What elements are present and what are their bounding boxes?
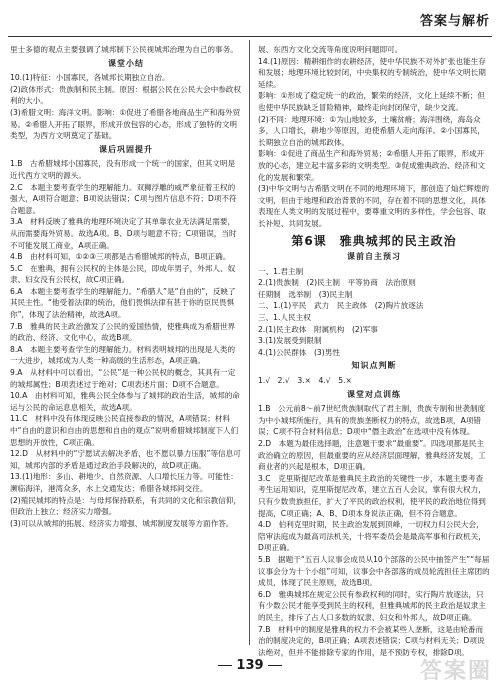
answer-item: 2.C 本题主要考查学生的理解能力。双狮浮雕的威严象征着王权的强大，A项符合题意；B项说法错误；C项与图片信息不符；D项不符合题意。	[10, 182, 237, 215]
answer-item: 展、东西方文化交流等角度说明问题即可。	[258, 45, 403, 54]
answer-item: 影响：①促进了商品生产和海外贸易；②希腊人开拓了眼界，形成开放的心态，建立起丰富多彩的文明类型。③促成雅典政治、经济和文化的发展和繁荣。	[258, 149, 486, 182]
preview-item: 3.(1)发展受到限制	[258, 336, 322, 346]
lesson-title: 第6课 雅典城邦的民主政治	[291, 233, 457, 248]
answer-item: 11.C 材料中没有体现反映公民直接参政的情况，A项错误；材料中“自由的意识和自由的思想和自由的观点”说明希腊城邦制度下人们思想的开放性，C项正确。	[10, 414, 239, 447]
preview-item: 三、1.人民主权	[258, 313, 311, 323]
watermark: 答案圈	[419, 659, 492, 684]
dash-left	[218, 665, 232, 666]
answer-item: 4.B 由材料可知，①②③三项都是古希腊城邦的特点，B项正确。	[10, 252, 231, 262]
column-divider	[249, 40, 250, 645]
section-title-class-training: 课堂对点训练	[347, 389, 401, 399]
section-title-preview: 课前自主预习	[347, 252, 401, 262]
answer-item: (2)殖民城邦的特点是：与母邦保持联系，有共同的文化和宗教信仰，但政治上独立；经济实力增强。	[10, 495, 241, 517]
dash-right	[268, 665, 282, 666]
answer-item: 12.D 从材料中的“宁愿试去解决矛盾，也不愿以暴力压服”等信息可知，城邦内部的矛盾是通过政治手段解决的，故D项正确。	[10, 449, 241, 470]
summary-item: (2)政体形式：贵族制和民主制。原因：根据公民在公民大会中参政权利的大小。	[10, 84, 241, 106]
preview-item: 2.(1)贵族制 (2)民主制 平等协商 法治原则	[258, 278, 416, 288]
left-top-line: 里士多德的观点主要强调了城邦制下公民视城邦治理为自己的事务。	[10, 45, 238, 54]
preview-item: 二、1.(1)平民 武力 民主政体 (2)陶片放逐法	[258, 301, 424, 311]
preview-item: 任期制 选举制 (3)民主制	[258, 289, 353, 299]
section-title-consolidation: 课后巩固提升	[99, 144, 153, 154]
answer-item: 1.B 古希腊城邦小国寡民，没有形成一个统一的国家，但其文明是近代西方文明的源头。	[10, 159, 236, 180]
summary-item: 10.(1)特征：小国寡民，各城邦长期独立自治。	[10, 73, 170, 83]
answer-item: (3)可以从城邦的拓展、经济实力增强、城邦制度发展等方面作答。	[10, 518, 234, 528]
preview-item: 2.(1)民主政体 附属机构 (2)军事	[258, 324, 378, 334]
summary-item: (3)希腊文明：海洋文明。影响：①促进了希腊各地商品生产和海外贸易。②希腊人开拓了眼界，形成开放包容的心态，形成了独特的文明类型，为西方文明奠定了基础。	[10, 107, 241, 141]
answer-item: 8.A 本题主要考查学生的理解能力。材料表明城邦的出现是人类的一大进步，城邦成为人类一种高级的生活形态，A项正确。	[10, 344, 236, 366]
answer-item: 9.A 从材料中可以看出，“公民”是一种公民权的概念，其具有一定的城邦属性；B项表述过于绝对；C项表述片面；D项不合题意。	[10, 368, 236, 389]
answer-item: 13.(1)地形：多山、耕地少、自然资源、人口增长压力等。可能性：濒临海洋，港湾众多，水上交通发达；希腊各城邦间交往。	[10, 472, 238, 493]
section-title-judgement: 知识点判断	[351, 361, 397, 371]
answer-item: 5.C 在雅典，拥有公民权的主体是公民，即成年男子，外邦人、奴隶、妇女没有公民权，故C项正确。	[10, 263, 236, 285]
right-column	[258, 44, 490, 657]
answer-item: 4.D 伯利克里时期，民主政治发展到顶峰，一切权力归公民大会，陪审法庭成为最高司法机关，十将军委员会是最高军事和行政机关，D项正确。	[258, 520, 486, 553]
answer-item: 3.A 材料反映了雅典的地理环境决定了其单靠农业无法满足需要，从而需要海外贸易。故选A项。B、D项与题意不符；C项错误，当时不可能发展工商业，A项正确。	[10, 217, 237, 250]
page-number-text: 139	[236, 658, 264, 673]
answer-item: 6.D 雅典城邦在规定公民有参政权利的同时，实行陶片放逐法，只有少数公民才能享受到民主的权利，但雅典城邦的民主政治是奴隶主的民主，排斥了占人口多数的奴隶、妇女和外邦人，故D项正确。	[258, 589, 486, 622]
page-header	[8, 0, 492, 37]
answer-item: 14.(1)原因：精耕细作的农耕经济，使中华民族不对外扩张也能生存和发展；地理环境比较封闭，中央集权的专制统治，使中华文明长期延续。	[258, 56, 486, 89]
answer-item: 3.C 克里斯提尼改革是雅典民主政治的关键性一步，本题主要考查考生运用知识，克里斯提尼改革，建立五百人会议，掌有很大权力，只有少数贵族担任，扩大了平民的政治权利，使平民的政治地位得到提高，C项正确；A、B、D项本身说法正确，但不符合题意。	[258, 473, 486, 518]
preview-item: 一、1.君主制	[258, 266, 304, 276]
answer-item: (2)不同：地理环境：①为山地较多，土壤贫瘠；海洋围绕，海岛众多，人口增长，耕地少等原因，迫使希腊人走向海洋。②小国寡民，长期独立自治的城邦政体。	[258, 114, 486, 147]
judgement-answers: 1.√ 2.√ 3.× 4.√ 5.×	[258, 376, 352, 386]
answer-item: (3)中华文明与古希腊文明在不同的地理环境下，都创造了灿烂辉煌的文明，但由于地理和政治背景的不同，存在着不同的思想文化，具体表现在人类文明的发展过程中，要尊重文明的多样性，学会包容、取长补短、共同发展。	[258, 184, 489, 228]
preview-item: 4.(1)公民群体 (3)男性	[258, 347, 340, 357]
answer-item: 影响：①形成了稳定统一的政治，繁荣的经济，文化上延续不断；但也使中华民族缺乏冒险精神，最终走向封闭保守，缺少交流。	[258, 91, 486, 112]
answer-item: 5.B 据题干“五百人议事会成员从10个部落的公民中抽签产生”“每届议事会分为十个小组”可知，议事会中各部落的成员轮流担任主席团的成员，体现了民主原则，故选B项。	[258, 554, 490, 588]
answer-item: 7.B 雅典的民主政治激发了公民的爱国热情，使雅典成为希腊世界的政治、经济、文化中心，故选B项。	[10, 321, 236, 343]
left-column	[10, 44, 242, 645]
answer-item: 10.A 由材料可知，雅典公民全体参与了城邦的政治生活，城邦的命运与公民的命运息息相关，故选A项。	[10, 391, 240, 412]
header-title: 答案与解析	[419, 14, 490, 29]
answer-item: 1.B 公元前8～前7世纪贵族制取代了君主制，贵族专制和世袭制度为中小城邦所施行，具有的贵族垄断权力的特点，故选B项，A项错误；C项不符合材料信息；D项中“僭主政治”在选项中没有体现。	[258, 404, 486, 437]
answer-item: 2.D 本题为最佳选择题，注意题干要求“最重要”。四选项都是民主政治确立的原因，但最重要的应从经济层面理解，雅典经济发展，工商业者的兴起是根本，D项正确。	[258, 439, 486, 472]
answer-item: 6.A 本题主要考查学生的理解能力。“希腊人”是“自由的”，反映了其民主性。“他受着法律的统治，他们畏惧法律有甚于你的臣民畏惧你”，体现了法治精神，故选A项。	[10, 286, 236, 320]
section-title-summary: 课堂小结	[108, 58, 144, 68]
answer-item: 7.B 材料中的制度是雅典的权力不会被某些人垄断，这是由轮番而治的制度决定的，B项正确；A项表述错误；C项与材料无关；D项说法绝对，但并不能排除专家的作用，是不预防专权，排除D项。	[258, 624, 485, 657]
